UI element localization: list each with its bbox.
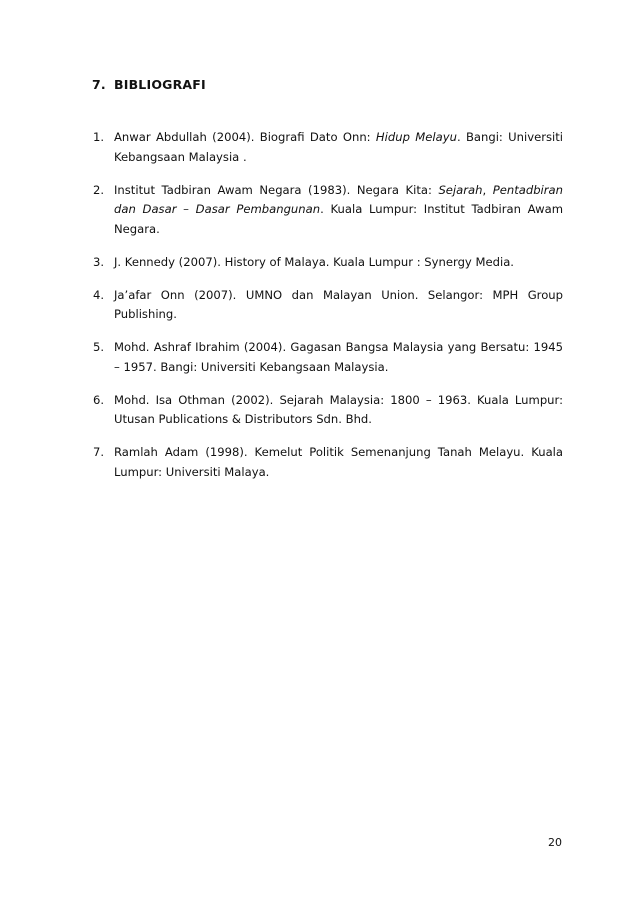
- entry-text: Mohd. Isa Othman (2002). Sejarah Malaysia: 1800 – 1963. Kuala Lumpur: Utusan Publications & Distributors Sdn. Bhd.: [114, 392, 563, 426]
- entry-text: Anwar Abdullah (2004). Biografi Dato Onn:: [114, 130, 376, 144]
- bibliography-entry: [93, 253, 563, 273]
- entry-number: 3.: [93, 254, 105, 269]
- entry-text: Mohd. Ashraf Ibrahim (2004). Gagasan Bangsa Malaysia yang Bersatu: 1945 – 1957. Bangi: Universiti Kebangsaan Malaysia.: [114, 340, 563, 374]
- entry-text: ,: [482, 182, 493, 197]
- entry-title-italic: Pentadbiran dan Dasar – Dasar Pembangunan: [114, 182, 564, 216]
- entry-text: J. Kennedy (2007). History of Malaya. Kuala Lumpur : Synergy Media.: [114, 254, 514, 269]
- entry-text: Ja’afar Onn (2007). UMNO dan Malayan Union. Selangor: MPH Group Publishing.: [114, 287, 563, 321]
- section-number: 7.: [92, 77, 106, 92]
- entry-number: 4.: [93, 287, 105, 302]
- bibliography-entry: [93, 128, 563, 167]
- page-number: 20: [548, 836, 562, 849]
- bibliography-entry: [93, 338, 563, 377]
- entry-number: 7.: [93, 445, 105, 459]
- bibliography-list: [93, 128, 563, 496]
- entry-number: 5.: [93, 340, 105, 354]
- section-heading: [92, 77, 206, 92]
- entry-number: 6.: [93, 392, 105, 407]
- bibliography-entry: [93, 181, 563, 240]
- entry-number: 2.: [93, 182, 105, 197]
- section-title: BIBLIOGRAFI: [114, 77, 206, 92]
- entry-text: . Kuala Lumpur: Institut Tadbiran Awam Negara.: [114, 202, 563, 236]
- bibliography-entry: [93, 391, 563, 430]
- entry-title-italic: Hidup Melayu: [375, 130, 457, 144]
- bibliography-entry: [93, 443, 563, 482]
- entry-number: 1.: [93, 130, 105, 144]
- bibliography-entry: [93, 286, 563, 325]
- entry-text: Institut Tadbiran Awam Negara (1983). Negara Kita:: [114, 182, 439, 197]
- entry-text: Ramlah Adam (1998). Kemelut Politik Semenanjung Tanah Melayu. Kuala Lumpur: Universiti Malaya.: [114, 445, 563, 479]
- entry-text: . Bangi: Universiti Kebangsaan Malaysia .: [114, 130, 564, 164]
- entry-title-italic: Sejarah: [438, 182, 483, 197]
